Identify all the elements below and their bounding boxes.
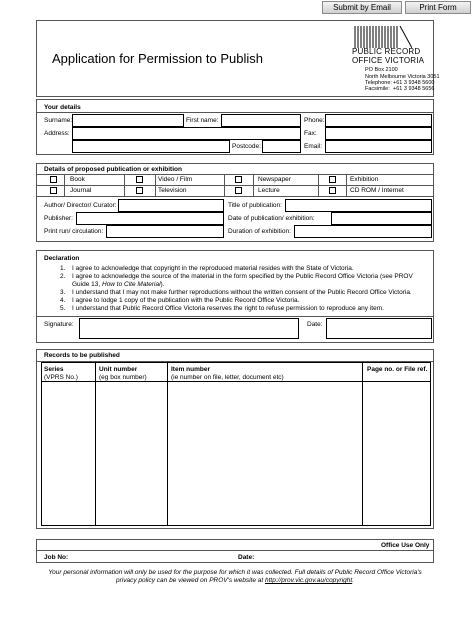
submit-by-email-button[interactable]: Submit by Email [322,1,402,14]
cd-rom-internet-checkbox[interactable] [329,187,336,194]
telephone-label: Telephone: [365,80,392,86]
declaration-item-number: 1. [60,265,66,272]
duration-field[interactable] [294,225,432,238]
first-name-field[interactable] [221,114,301,127]
publication-heading: Details of proposed publication or exhibition [44,166,182,173]
col-item-number-header: Item number [171,366,211,373]
column-divider [124,174,125,196]
television-checkbox[interactable] [136,187,143,194]
col-unit-number-header: Unit number [99,366,138,373]
privacy-notice-line-2 [36,577,434,585]
declaration-item-5: I understand that Public Record Office Victoria reserves the right to refuse permission to reproduce any item. [72,305,384,312]
col-page-no-header: Page no. or File ref. [367,366,428,373]
divider [36,196,434,197]
lecture-label: Lecture [258,187,280,194]
cd-rom-internet-label: CD ROM / Internet [350,187,404,194]
journal-label: Journal [70,187,92,194]
facsimile-label: Facsimile: [365,86,390,92]
declaration-date-field[interactable] [326,318,432,339]
column-divider [224,174,225,196]
date-of-publication-field[interactable] [331,212,432,225]
address-label: Address: [44,130,70,137]
address-line-1: PO Box 2100 [365,67,398,73]
address-line-2-field[interactable] [72,140,230,153]
copyright-link[interactable]: http://prov.vic.gov.au/copyright [265,577,353,584]
declaration-item-number: 5. [60,305,66,312]
video-film-label: Video / Film [158,176,193,183]
exhibition-checkbox[interactable] [329,176,336,183]
col-series-header: Series [44,366,64,373]
print-run-label: Print run/ circulation: [44,228,104,235]
print-form-button[interactable]: Print Form [405,1,471,14]
cite-guide-title: How to Cite Material [102,281,161,288]
column-divider [346,174,347,196]
journal-checkbox[interactable] [50,187,57,194]
publisher-field[interactable] [76,212,224,225]
telephone-value: +61 3 9348 5600 [393,80,435,86]
declaration-item-4: I agree to lodge 1 copy of the publication with the Public Record Office Victoria. [72,297,300,304]
book-checkbox[interactable] [50,176,57,183]
declaration-item-2: I agree to acknowledge the source of the material in the form specified by the Public Record Office Victoria (see PROV [72,273,413,280]
surname-label: Surname: [44,117,73,124]
video-film-checkbox[interactable] [136,176,143,183]
lecture-checkbox[interactable] [235,187,242,194]
title-of-publication-field[interactable] [285,199,432,212]
print-run-field[interactable] [106,225,224,238]
item-number-column-field[interactable] [168,382,362,525]
postcode-field[interactable] [262,140,301,153]
signature-field[interactable] [79,318,299,339]
divider [36,316,434,317]
cite-guide-prefix: Guide 13, [72,281,102,288]
surname-field[interactable] [72,114,184,127]
office-use-heading: Office Use Only [381,542,430,549]
job-no-label: Job No: [44,554,69,561]
author-label: Author/ Director/ Curator: [44,202,117,209]
declaration-item-3: I understand that I may not make further reproductions without the written consent of the Public Record Office Victoria. [72,289,412,296]
declaration-item-number: 3. [60,289,66,296]
fax-label: Fax: [304,130,317,137]
col-item-number-subheader: (ie number on file, letter, document etc) [171,374,284,381]
television-label: Television [158,187,187,194]
phone-field[interactable] [325,114,432,127]
email-label: Email: [304,143,323,150]
declaration-item-2-continued [72,281,165,289]
office-use-section [36,539,434,563]
records-heading: Records to be published [44,352,120,359]
declaration-item-1: I agree to acknowledge that copyright in the reproduced material resides with the State of Victoria. [72,265,354,272]
facsimile-value: +61 3 9348 5656 [393,86,435,92]
column-divider [253,174,254,196]
declaration-date-label: Date: [307,321,323,328]
col-unit-number-subheader: (eg box number) [99,374,147,381]
divider [36,550,434,551]
exhibition-label: Exhibition [350,176,379,183]
privacy-notice-end: . [352,577,355,584]
postcode-label: Postcode: [232,143,261,150]
email-field[interactable] [325,140,432,153]
column-divider [155,174,156,196]
divider [36,185,434,186]
page-title: Application for Permission to Publish [52,51,263,66]
divider [36,112,434,113]
logo-line-2: OFFICE VICTORIA [352,56,425,65]
title-of-publication-label: Title of publication: [228,202,282,209]
logo-line-1: PUBLIC RECORD [352,47,421,56]
signature-label: Signature: [44,321,74,328]
phone-label: Phone: [304,117,325,124]
privacy-notice-text: privacy policy can be viewed on PROV's website at [115,577,265,584]
column-divider [64,174,65,196]
address-field[interactable] [72,127,301,140]
your-details-heading: Your details [44,104,81,111]
privacy-notice-line-1: Your personal information will only be used for the purpose for which it was collected. Full details of Public Record Office Victoria's [48,569,422,576]
divider [36,174,434,175]
author-field[interactable] [118,199,224,212]
fax-field[interactable] [325,127,432,140]
declaration-item-number: 4. [60,297,66,304]
address-line-2: North Melbourne Victoria 3051 [365,74,440,80]
publisher-label: Publisher: [44,215,73,222]
office-date-label: Date: [238,554,255,561]
declaration-item-number: 2. [60,273,66,280]
newspaper-label: Newspaper [258,176,291,183]
column-divider [318,174,319,196]
date-of-publication-label: Date of publication/ exhibition: [228,215,315,222]
prov-logo-icon [352,24,412,48]
declaration-heading: Declaration [44,255,80,262]
col-series-subheader: (VPRS No.) [44,374,78,381]
series-column-field[interactable] [42,382,95,525]
page-no-column-field[interactable] [363,382,430,525]
cite-guide-suffix: ). [160,281,165,288]
book-label: Book [70,176,85,183]
duration-label: Duration of exhibition: [228,228,291,235]
first-name-label: First name: [186,117,219,124]
unit-number-column-field[interactable] [96,382,167,525]
newspaper-checkbox[interactable] [235,176,242,183]
